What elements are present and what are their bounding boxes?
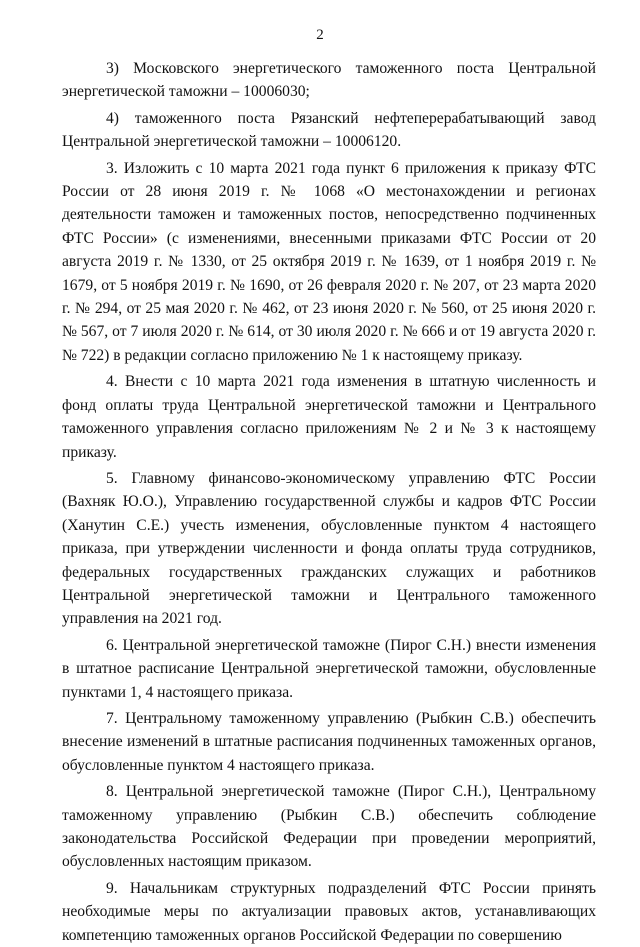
paragraph-item-4-ryazan-post: 4) таможенного поста Рязанский нефтеперерабатывающий завод Центральной энергетической таможни – 10006120. xyxy=(62,109,596,151)
paragraph-point-5: 5. Главному финансово-экономическому управлению ФТС России (Вахняк Ю.О.), Управлению государственной службы и кадров ФТС России (Ханутин С.Е.) учесть изменения, обусловленные пунктом 4 настоящего приказа, при утверждении численности и фонда оплаты труда сотрудников, федеральных государственных гражданских служащих и работников Центральной энергетической таможни и Центрального таможенного управления на 2021 год. xyxy=(62,469,596,628)
document-body xyxy=(62,57,596,947)
paragraph-point-4: 4. Внести с 10 марта 2021 года изменения в штатную численность и фонд оплаты труда Центральной энергетической таможни и Центрального таможенного управления согласно приложениям № 2 и № 3 к настоящему приказу. xyxy=(62,373,596,461)
paragraph-point-6: 6. Центральной энергетической таможне (Пирог С.Н.) внести изменения в штатное расписание Центральной энергетической таможни, обусловленные пунктами 1, 4 настоящего приказа. xyxy=(62,636,596,701)
paragraph-item-3-moscow-post: 3) Московского энергетического таможенного поста Центральной энергетической таможни – 10006030; xyxy=(62,60,596,101)
paragraph-point-9: 9. Начальникам структурных подразделений ФТС России принять необходимые меры по актуализации правовых актов, устанавливающих компетенцию таможенных органов Российской Федерации по совершению xyxy=(62,879,596,944)
paragraph-point-3: 3. Изложить с 10 марта 2021 года пункт 6 приложения к приказу ФТС России от 28 июня 2019 г. № 1068 «О местонахождении и регионах деятельности таможен и таможенных постов, непосредственно подчиненных ФТС России» (с изменениями, внесенными приказами ФТС России от 20 августа 2019 г. № 1330, от 25 октября 2019 г. № 1639, от 1 ноября 2019 г. № 1679, от 5 ноября 2019 г. № 1690, от 26 февраля 2020 г. № 207, от 23 марта 2020 г. № 294, от 25 мая 2020 г. № 462, от 23 июня 2020 г. № 560, от 25 июня 2020 г. № 567, от 7 июля 2020 г. № 614, от 30 июля 2020 г. № 666 и от 19 августа 2020 г. № 722) в редакции согласно приложению № 1 к настоящему приказу. xyxy=(62,159,596,364)
paragraph-point-8: 8. Центральной энергетической таможне (Пирог С.Н.), Центральному таможенному управлению (Рыбкин С.В.) обеспечить соблюдение законодательства Российской Федерации при проведении мероприятий, обусловленных настоящим приказом. xyxy=(62,783,596,871)
paragraph-point-7: 7. Центральному таможенному управлению (Рыбкин С.В.) обеспечить внесение изменений в штатные расписания подчиненных таможенных органов, обусловленные пунктом 4 настоящего приказа. xyxy=(62,709,596,774)
page-number: 2 xyxy=(316,27,324,43)
